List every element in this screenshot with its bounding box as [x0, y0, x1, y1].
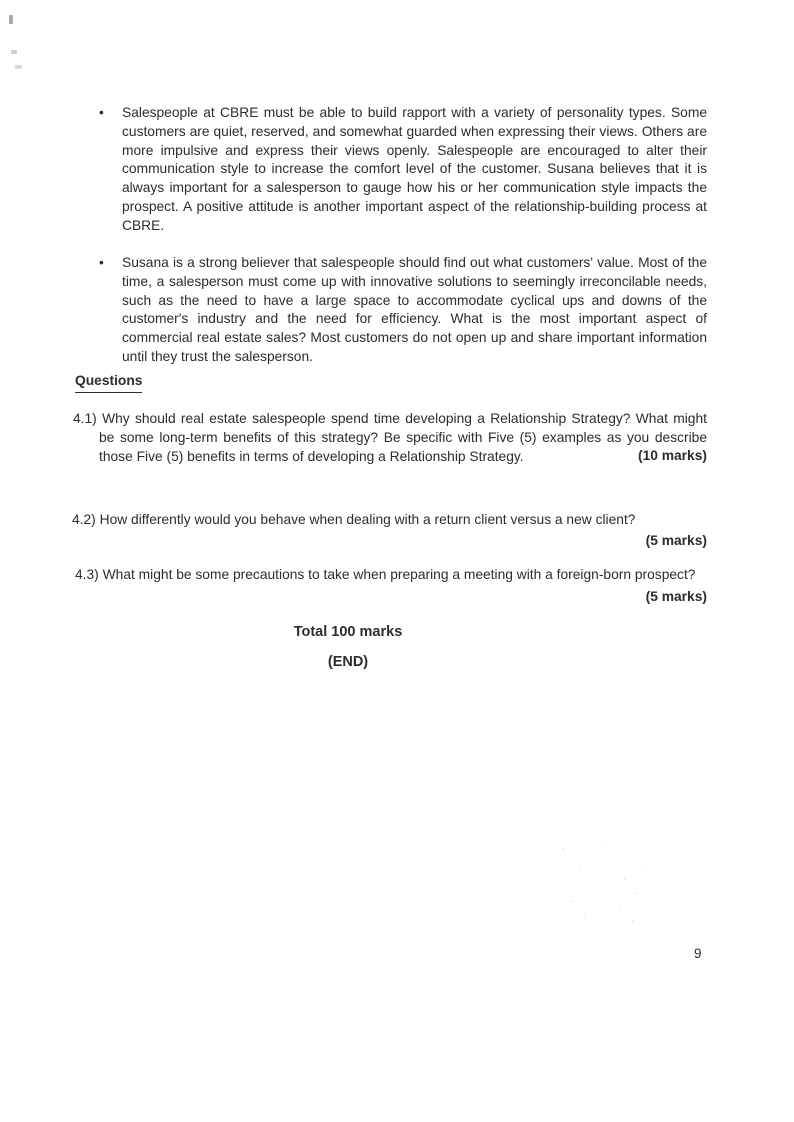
scan-speckles	[562, 848, 564, 850]
bullet-item	[75, 254, 707, 367]
bullet-text-rapport: Salespeople at CBRE must be able to build rapport with a variety of personality types. Some customers are quiet, reserved, and somewhat guarded when expressing their views. Others are more impulsive and express their views openly. Salespeople are encouraged to alter their communication style to increase the comfort level of the customer. Susana believes that it is always important for a salesperson to gauge how his or her communication style impacts the prospect. A positive attitude is another important aspect of the relationship-building process at CBRE.	[122, 105, 707, 233]
marks-label-10: (10 marks)	[637, 447, 707, 463]
question-body: What might be some precautions to take when preparing a meeting with a foreign-born prospect?	[102, 567, 696, 582]
questions-heading-label: Questions	[75, 372, 142, 393]
scan-artifact	[11, 50, 17, 54]
scan-artifact	[15, 65, 22, 69]
questions-heading	[75, 372, 142, 393]
page-number: 9	[694, 946, 702, 961]
marks-label-5: (5 marks)	[645, 588, 707, 604]
question-4-3	[75, 566, 707, 607]
question-number: 4.3)	[75, 567, 99, 582]
question-4-2-text	[72, 511, 707, 530]
question-4-2	[72, 511, 707, 551]
end-marker: (END)	[327, 654, 369, 670]
bullet-text-customer-value: Susana is a strong believer that salespeople should find out what customers' value. Most of the time, a salesperson must come up with innovative solutions to seemingly irreconcilable needs, such as the need to have a large space to accommodate cyclical ups and downs of the customer's industry and the need for efficiency. What is the most important aspect of commercial real estate sales? Most customers do not open up and share important information until they trust the salesperson.	[122, 255, 707, 364]
scan-artifact	[9, 15, 13, 24]
bullet-icon: •	[99, 255, 104, 270]
question-number: 4.2)	[72, 512, 96, 527]
question-body: Why should real estate salespeople spend time developing a Relationship Strategy? What might be some long-term benefits of this strategy? Be specific with Five (5) examples as you describe those Five (5) benefits in terms of developing a Relationship Strategy.	[99, 411, 707, 464]
bullet-item	[75, 104, 707, 236]
question-4-1-text	[73, 410, 707, 466]
question-4-3-text	[75, 566, 707, 585]
question-4-1	[73, 410, 707, 466]
marks-label-5: (5 marks)	[645, 532, 707, 548]
question-body: How differently would you behave when dealing with a return client versus a new client?	[99, 512, 636, 527]
bullet-icon: •	[99, 105, 104, 120]
total-marks-line: Total 100 marks	[293, 624, 403, 640]
question-number: 4.1)	[73, 411, 97, 426]
